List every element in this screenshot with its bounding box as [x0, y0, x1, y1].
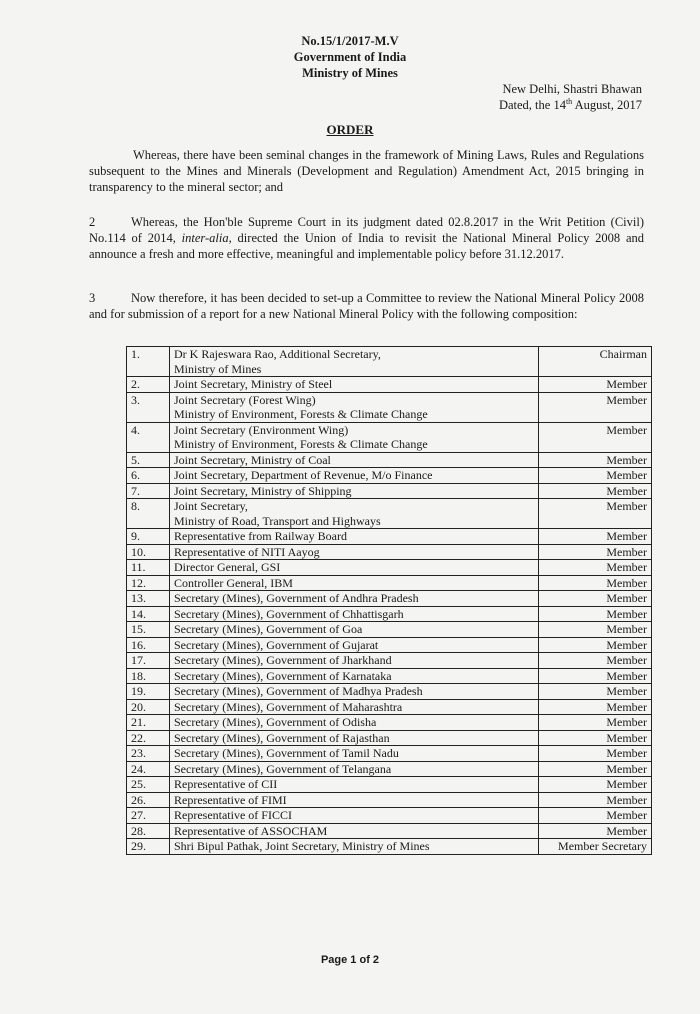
serial-number: 27. — [127, 808, 170, 824]
serial-number: 12. — [127, 575, 170, 591]
designation — [170, 499, 539, 529]
ministry-name: Ministry of Mines — [302, 66, 398, 80]
designation-line-1: Joint Secretary (Forest Wing) — [174, 392, 316, 407]
committee-role: Member — [539, 653, 652, 669]
committee-role: Member — [539, 499, 652, 529]
serial-number: 10. — [127, 544, 170, 560]
committee-role: Member — [539, 544, 652, 560]
designation-line-1: Joint Secretary, Ministry of Coal — [174, 452, 331, 467]
designation — [170, 606, 539, 622]
designation-line-2: Ministry of Environment, Forests & Climate Change — [174, 437, 428, 451]
committee-role: Member — [539, 792, 652, 808]
committee-role: Member — [539, 468, 652, 484]
designation-line-1: Secretary (Mines), Government of Odisha — [174, 715, 377, 729]
committee-role: Member — [539, 699, 652, 715]
table-row — [127, 761, 652, 777]
committee-role: Member — [539, 668, 652, 684]
designation-line-1: Secretary (Mines), Government of Gujarat — [174, 637, 379, 652]
serial-number: 28. — [127, 823, 170, 839]
committee-role: Member — [539, 746, 652, 762]
date-suffix: August, 2017 — [572, 98, 642, 112]
serial-number: 25. — [127, 777, 170, 793]
designation-line-1: Joint Secretary (Environment Wing) — [174, 422, 349, 437]
serial-number: 24. — [127, 761, 170, 777]
designation — [170, 715, 539, 731]
designation-line-1: Representative of CII — [174, 777, 278, 791]
designation-line-1: Secretary (Mines), Government of Andhra Pradesh — [174, 591, 419, 605]
serial-number: 3. — [127, 392, 170, 422]
serial-number: 17. — [127, 653, 170, 669]
designation — [170, 452, 539, 468]
designation — [170, 347, 539, 377]
committee-role: Member — [539, 761, 652, 777]
committee-table — [126, 346, 652, 855]
committee-table-body — [127, 347, 652, 855]
designation — [170, 761, 539, 777]
serial-number: 4. — [127, 422, 170, 452]
government-name: Government of India — [293, 50, 407, 64]
place-date-block — [499, 81, 642, 113]
table-row — [127, 668, 652, 684]
designation-line-1: Shri Bipul Pathak, Joint Secretary, Ministry of Mines — [174, 839, 430, 853]
designation — [170, 777, 539, 793]
designation — [170, 591, 539, 607]
designation — [170, 668, 539, 684]
serial-number: 16. — [127, 637, 170, 653]
designation-line-1: Joint Secretary, — [174, 499, 248, 513]
designation — [170, 792, 539, 808]
table-row — [127, 653, 652, 669]
designation-line-1: Director General, GSI — [174, 560, 281, 574]
table-row — [127, 575, 652, 591]
table-row — [127, 377, 652, 393]
serial-number: 1. — [127, 347, 170, 377]
designation-line-1: Secretary (Mines), Government of Telangana — [174, 761, 392, 776]
table-row — [127, 746, 652, 762]
designation-line-1: Joint Secretary, Ministry of Steel — [174, 377, 333, 391]
serial-number: 13. — [127, 591, 170, 607]
committee-role: Member — [539, 591, 652, 607]
serial-number: 2. — [127, 377, 170, 393]
table-row — [127, 606, 652, 622]
designation — [170, 529, 539, 545]
designation — [170, 699, 539, 715]
committee-role: Member — [539, 606, 652, 622]
table-row — [127, 483, 652, 499]
designation — [170, 377, 539, 393]
serial-number: 15. — [127, 622, 170, 638]
table-row — [127, 684, 652, 700]
committee-role: Chairman — [539, 347, 652, 377]
paragraph-3-number: 3 — [89, 291, 96, 305]
designation-line-1: Secretary (Mines), Government of Karnataka — [174, 668, 392, 683]
designation — [170, 823, 539, 839]
table-row — [127, 392, 652, 422]
designation-line-2: Ministry of Road, Transport and Highways — [174, 513, 381, 528]
designation — [170, 575, 539, 591]
serial-number: 22. — [127, 730, 170, 746]
committee-role: Member — [539, 823, 652, 839]
paragraph-3 — [89, 290, 644, 322]
committee-role: Member — [539, 483, 652, 499]
designation-line-1: Secretary (Mines), Government of Goa — [174, 622, 363, 636]
serial-number: 14. — [127, 606, 170, 622]
serial-number: 21. — [127, 715, 170, 731]
designation — [170, 746, 539, 762]
table-row — [127, 347, 652, 377]
designation-line-1: Joint Secretary, Department of Revenue, M/o Finance — [174, 468, 433, 482]
committee-role: Member — [539, 422, 652, 452]
paragraph-2-number: 2 — [89, 215, 96, 229]
designation-line-1: Secretary (Mines), Government of Rajasthan — [174, 730, 390, 745]
designation — [170, 839, 539, 855]
paragraph-1: Whereas, there have been seminal changes in the framework of Mining Laws, Rules and Regulations subsequent to the Mines and Minerals (Development and Regulation) Amendment Act, 2015 bringing in transparency to the mineral sector; and — [89, 148, 644, 194]
designation-line-2: Ministry of Environment, Forests & Climate Change — [174, 407, 428, 421]
committee-role: Member — [539, 575, 652, 591]
table-row — [127, 792, 652, 808]
date-sup: th — [565, 96, 573, 106]
designation-line-1: Joint Secretary, Ministry of Shipping — [174, 483, 352, 498]
table-row — [127, 730, 652, 746]
designation-line-1: Secretary (Mines), Government of Chhattisgarh — [174, 606, 404, 621]
serial-number: 23. — [127, 746, 170, 762]
committee-role: Member — [539, 715, 652, 731]
committee-role: Member — [539, 730, 652, 746]
serial-number: 11. — [127, 560, 170, 576]
designation-line-1: Representative of ASSOCHAM — [174, 823, 328, 838]
paragraph-2-italic: inter-alia, — [181, 231, 232, 245]
paragraph-2-text-post: directed the Union of India to revisit the National Mineral Policy 2008 and announce a fresh and more effective, meaningful and implementable policy before 31.12.2017. — [89, 231, 644, 261]
table-row — [127, 699, 652, 715]
serial-number: 9. — [127, 529, 170, 545]
designation-line-1: Secretary (Mines), Government of Maharashtra — [174, 699, 403, 714]
designation — [170, 544, 539, 560]
designation — [170, 730, 539, 746]
table-row — [127, 808, 652, 824]
date-prefix: Dated, the 14 — [498, 98, 566, 112]
table-row — [127, 544, 652, 560]
table-row — [127, 622, 652, 638]
designation — [170, 653, 539, 669]
designation-line-1: Representative of FIMI — [174, 792, 287, 807]
serial-number: 18. — [127, 668, 170, 684]
committee-role: Member — [539, 622, 652, 638]
table-row — [127, 591, 652, 607]
serial-number: 19. — [127, 684, 170, 700]
table-row — [127, 637, 652, 653]
document-header — [0, 33, 700, 81]
paragraph-3-text: Now therefore, it has been decided to set-up a Committee to review the National Mineral Policy 2008 and for submission of a report for a new National Mineral Policy with the following composition: — [89, 291, 644, 321]
committee-role: Member — [539, 529, 652, 545]
table-row — [127, 715, 652, 731]
designation-line-1: Representative of NITI Aayog — [174, 544, 320, 559]
designation-line-1: Representative of FICCI — [174, 808, 292, 822]
committee-role: Member — [539, 637, 652, 653]
designation — [170, 560, 539, 576]
order-title: ORDER — [326, 122, 374, 137]
table-row — [127, 422, 652, 452]
committee-role: Member — [539, 392, 652, 422]
designation-line-1: Secretary (Mines), Government of Madhya Pradesh — [174, 684, 423, 698]
table-row — [127, 529, 652, 545]
file-number: No.15/1/2017-M.V — [301, 34, 399, 48]
designation — [170, 637, 539, 653]
committee-role: Member Secretary — [539, 839, 652, 855]
designation — [170, 808, 539, 824]
table-row — [127, 823, 652, 839]
serial-number: 5. — [127, 452, 170, 468]
serial-number: 6. — [127, 468, 170, 484]
date — [499, 97, 642, 113]
committee-role: Member — [539, 560, 652, 576]
designation-line-1: Secretary (Mines), Government of Tamil Nadu — [174, 746, 399, 760]
designation — [170, 622, 539, 638]
designation-line-1: Dr K Rajeswara Rao, Additional Secretary, — [174, 347, 381, 361]
committee-role: Member — [539, 777, 652, 793]
serial-number: 26. — [127, 792, 170, 808]
serial-number: 7. — [127, 483, 170, 499]
committee-role: Member — [539, 808, 652, 824]
serial-number: 29. — [127, 839, 170, 855]
designation-line-1: Representative from Railway Board — [174, 529, 347, 543]
designation — [170, 483, 539, 499]
table-row — [127, 499, 652, 529]
committee-role: Member — [539, 377, 652, 393]
committee-role: Member — [539, 452, 652, 468]
designation — [170, 684, 539, 700]
serial-number: 8. — [127, 499, 170, 529]
designation — [170, 392, 539, 422]
designation-line-1: Controller General, IBM — [174, 575, 293, 590]
committee-role: Member — [539, 684, 652, 700]
serial-number: 20. — [127, 699, 170, 715]
table-row — [127, 839, 652, 855]
place: New Delhi, Shastri Bhawan — [502, 82, 642, 96]
table-row — [127, 777, 652, 793]
table-row — [127, 560, 652, 576]
designation-line-2: Ministry of Mines — [174, 361, 262, 376]
page-footer: Page 1 of 2 — [320, 954, 380, 966]
table-row — [127, 468, 652, 484]
paragraph-2 — [89, 214, 644, 262]
table-row — [127, 452, 652, 468]
designation — [170, 468, 539, 484]
designation-line-1: Secretary (Mines), Government of Jharkhand — [174, 653, 392, 667]
paragraph-2-text-pre: Whereas, the Hon'ble Supreme Court in its judgment dated 02.8.2017 in the Writ Petition (Civil) No.114 of 2014, — [89, 215, 644, 245]
designation — [170, 422, 539, 452]
